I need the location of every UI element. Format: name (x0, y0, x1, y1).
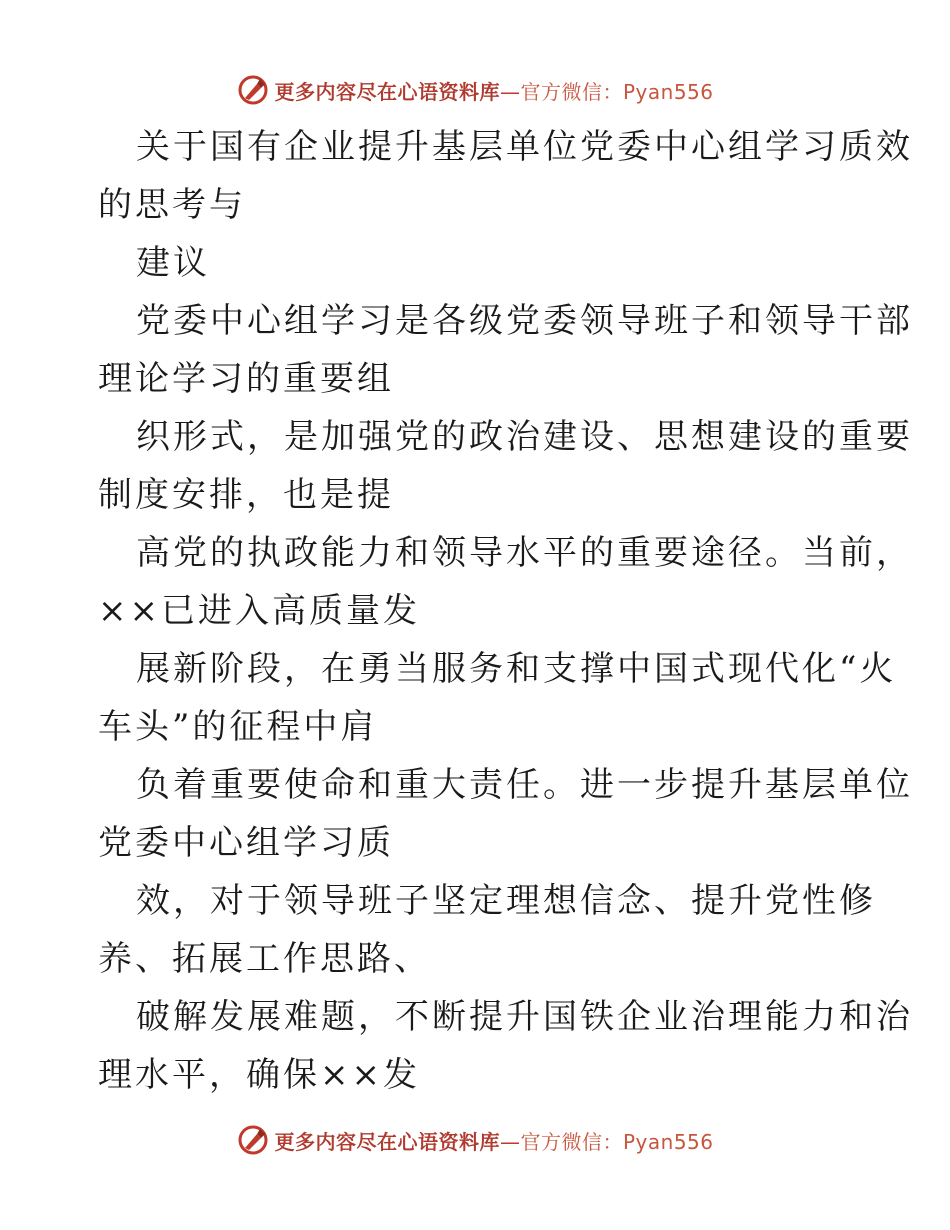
text-line: 展新阶段，在勇当服务和支撑中国式现代化“火 (136, 649, 897, 689)
watermark-wechat-id: Pyan556 (622, 1129, 714, 1154)
text-line: 效，对于领导班子坚定理想信念、提升党性修 (136, 881, 876, 921)
document-body (98, 118, 913, 1104)
watermark-header (0, 70, 950, 110)
text-line: 养、拓展工作思路、 (98, 939, 431, 979)
watermark-text (274, 1126, 713, 1155)
text-line: 的思考与 (98, 185, 246, 225)
text-line: 车头”的征程中肩 (98, 707, 378, 747)
pen-nib-logo-icon (236, 73, 270, 107)
watermark-dash: — (499, 1129, 521, 1154)
text-line: 负着重要使命和重大责任。进一步提升基层单位 (136, 765, 913, 805)
text-line: 建议 (136, 243, 210, 283)
text-line: 党委中心组学习质 (98, 823, 394, 863)
text-line: 制度安排，也是提 (98, 475, 394, 515)
watermark-wechat-label: 官方微信： (520, 79, 623, 104)
watermark-brand: 更多内容尽在心语资料库 (274, 1129, 500, 1154)
text-line: 关于国有企业提升基层单位党委中心组学习质效 (136, 127, 913, 167)
watermark-wechat-label: 官方微信： (520, 1129, 623, 1154)
text-line: ××已进入高质量发 (98, 591, 420, 631)
pen-nib-logo-icon (236, 1123, 270, 1157)
watermark-dash: — (499, 79, 521, 104)
watermark-text (274, 76, 713, 105)
text-line: 理水平，确保××发 (98, 1055, 420, 1095)
text-line: 织形式，是加强党的政治建设、思想建设的重要 (136, 417, 913, 457)
watermark-wechat-id: Pyan556 (622, 79, 714, 104)
text-line: 破解发展难题，不断提升国铁企业治理能力和治 (136, 997, 913, 1037)
text-line: 党委中心组学习是各级党委领导班子和领导干部 (136, 301, 913, 341)
text-line: 理论学习的重要组 (98, 359, 394, 399)
watermark-brand: 更多内容尽在心语资料库 (274, 79, 500, 104)
text-line: 高党的执政能力和领导水平的重要途径。当前， (136, 533, 913, 573)
watermark-footer (0, 1120, 950, 1160)
